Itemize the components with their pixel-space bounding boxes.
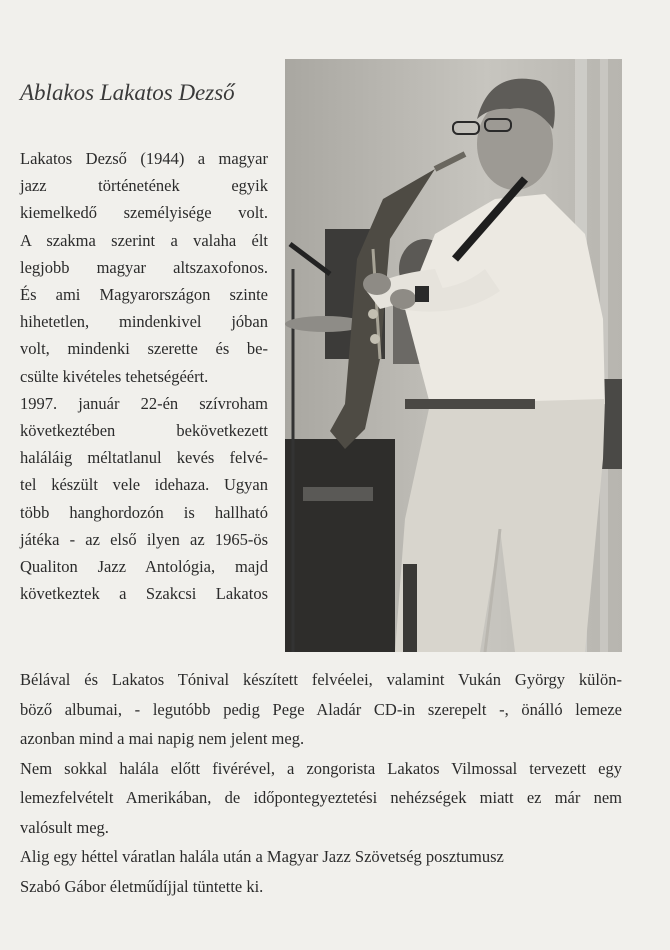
body-line: volt, mindenki szerette és be- [20,339,268,359]
body-line: Szabó Gábor életműdíjjal tüntette ki. [20,876,264,896]
body-line: tel készült vele idehaza. Ugyan [20,475,268,495]
body-line: haláláig méltatlanul kevés felvé- [20,448,268,468]
body-line: jazz történetének egyik [20,176,268,196]
article-body-column [20,145,268,607]
body-line: böző albumai, - legutóbb pedig Pege Aladár CD-in szerepelt -, önálló lemeze [20,699,622,719]
body-line: hihetetlen, mindenkivel jóban [20,312,268,332]
body-line: Lakatos Dezső (1944) a magyar [20,149,268,168]
body-line: több hanghordozón is hallható [20,502,268,522]
body-line: 1997. január 22-én szívroham [20,393,268,413]
body-line: legjobb magyar altszaxofonos. [20,257,268,277]
saxophonist-photo-icon [285,59,622,652]
body-line: És ami Magyarországon szinte [20,285,268,305]
body-line: Nem sokkal halála előtt fivérével, a zongorista Lakatos Vilmossal tervezett egy [20,758,622,778]
article-title: Ablakos Lakatos Dezső [20,80,235,105]
saxophonist-photo [285,59,622,652]
body-line: csülte kivételes tehetségéért. [20,366,209,386]
body-line: következtében bekövetkezett [20,421,268,441]
body-line: játéka - az első ilyen az 1965-ös [20,529,268,549]
body-line: lemezfelvételt Amerikában, de időpontegyeztetési nehézségek miatt ez már nem [20,788,622,807]
body-line: Bélával és Lakatos Tónival készített felvéelei, valamint Vukán György külön- [20,670,622,689]
body-line: kiemelkedő személyisége volt. [20,203,268,223]
body-line: azonban mind a mai napig nem jelent meg. [20,729,305,748]
article-body-full [20,665,622,901]
body-line: következtek a Szakcsi Lakatos [20,584,268,604]
body-line: Qualiton Jazz Antológia, majd [20,557,268,577]
body-line: valósult meg. [20,817,109,837]
body-line: Alig egy héttel váratlan halála után a Magyar Jazz Szövetség posztumusz [20,847,504,866]
body-line: A szakma szerint a valaha élt [20,230,268,250]
